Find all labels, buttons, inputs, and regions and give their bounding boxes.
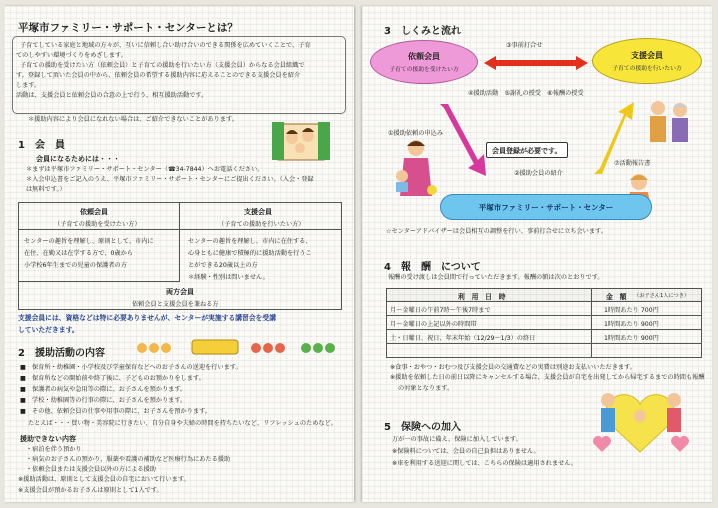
- hearts-family-illustration: [588, 386, 692, 456]
- supporter-member-oval: [592, 38, 702, 84]
- requester-member-oval: [370, 40, 478, 84]
- activity-item: ■ その他、依頼会員の仕事や用事の際に、お子さんを預かります。: [20, 408, 211, 415]
- right-page: [362, 6, 712, 502]
- center-banner: [440, 194, 652, 220]
- fee-amount: 1時間あたり 900円: [604, 321, 659, 328]
- flow-step-2: ②援助会員の紹介: [514, 170, 563, 177]
- requester-desc: 小学校6年生までの児童の保護者の方: [24, 262, 127, 269]
- supporter-subheading: （子育ての援助を行いたい方）: [218, 221, 305, 228]
- meeting-double-arrow: [484, 56, 588, 70]
- section-4-heading: 4 報 酬 について: [384, 262, 481, 273]
- activity-item: ■ 保育所・幼稚園・小学校及び学童保育などへのお子さんの送迎を行います。: [20, 364, 242, 371]
- left-page: [4, 6, 354, 502]
- fee-time: 月～金曜日の午前7時～午後7時まで: [390, 307, 491, 314]
- intro-line: 子育てしている家庭と地域の方々が、互いに信頼し合い助け合いのできる関係を広めていくことで、子育: [20, 42, 311, 49]
- intro-note: ＊援助内容により会員になれない場合は、ご紹介できないことがあります。: [28, 116, 238, 123]
- family-window-illustration: [272, 116, 338, 162]
- intro-line: 子育ての援助を受けたい方（依頼会員）と子育ての援助を行いたい方（支援会員）からなる会員組織で: [20, 62, 305, 69]
- requester-label: 依頼会員: [408, 52, 440, 61]
- fee-col-note: （お子さん1人につき）: [634, 293, 690, 299]
- flow-step-4-5-6: ④援助活動 ⑤謝礼の授受 ⑥報酬の授受: [468, 90, 584, 97]
- activity-example: たとえば・・・買い物・美容院に行きたい、自分自身や夫婦の時間を持ちたいなど、リフレッシュのためなど。: [28, 420, 337, 427]
- membership-text: ＊入会申込書をご記入のうえ、平塚市ファミリー・サポート・センターにご提出ください。（入会・登録: [26, 176, 314, 183]
- supporter-note: していただきます。: [18, 326, 79, 334]
- supporter-note: 支援会員には、資格などは特に必要ありませんが、センターが実施する講習会を受講: [18, 314, 277, 322]
- activity-item: ■ 保護者の病気や急用等の際に、お子さんを預かります。: [20, 386, 187, 393]
- supporter-heading: 支援会員: [244, 208, 272, 216]
- page-title: 平塚市ファミリー・サポート・センターとは？: [18, 22, 238, 34]
- fee-note: ※援助を依頼した日の前日以降にキャンセルする場合、支援会員が自宅を出発してから帰宅するまでの時間も報酬: [390, 374, 705, 381]
- fee-col-header: 金 額: [606, 293, 627, 301]
- supporter-desc: とができる20歳以上の方: [188, 262, 258, 269]
- intro-line: します。: [16, 82, 41, 89]
- supporter-desc: センターの趣旨を理解し、市内に在住する、: [188, 238, 312, 245]
- advisor-note: ☆センターアドバイザーは会員相互の調整を行い、事前打合せに立ち会います。: [386, 228, 607, 235]
- requester-desc: センターの趣旨を理解し、原則として、市内に: [24, 238, 154, 245]
- center-label: 平塚市ファミリー・サポート・センター: [478, 202, 614, 212]
- mother-child-illustration: [392, 136, 442, 200]
- requester-desc: 在住、在勤又は在学する方で、0歳から: [24, 250, 133, 257]
- fee-note: の対象となります。: [398, 385, 454, 392]
- membership-subheading: 会員になるためには・・・: [36, 155, 120, 163]
- membership-text: は無料です。）: [26, 186, 66, 193]
- section-2-heading: 2 援助活動の内容: [18, 348, 105, 359]
- section-3-heading: 3 しくみと流れ: [384, 26, 461, 37]
- intro-line: す。登録して頂いた会員の中から、依頼会員の希望する援助内容に応えることのできる支援会員を紹介: [16, 72, 301, 79]
- fee-time: 月～金曜日の上記以外の時間帯: [390, 321, 477, 328]
- fee-col-header: 利 用 日 時: [458, 293, 506, 301]
- fee-amount: 1時間あたり 700円: [604, 307, 659, 314]
- activity-item: ■ 学校・幼稚園等の行事の際に、お子さんを預かります。: [20, 397, 187, 404]
- membership-text: ＊まずは平塚市ファミリー・サポート・センター（☎34-7844）へお電話ください。: [26, 166, 264, 173]
- footnote: ※支援会員が預かるお子さんは原則として1人です。: [18, 487, 163, 494]
- supporter-label: 支援会員: [631, 51, 663, 60]
- flow-step-3: ③事前打合せ: [506, 42, 543, 49]
- not-allowed-item: ・宿泊を伴う預かり: [26, 446, 82, 453]
- not-allowed-item: ・依頼会員または支援会員以外の方による援助: [26, 466, 156, 473]
- fee-intro: 報酬の受け渡しは会員間で行っていただきます。報酬の額は次のとおりです。: [388, 274, 604, 281]
- children-bus-illustration: [136, 338, 346, 358]
- requester-heading: 依頼会員: [80, 208, 108, 216]
- fee-time: 土・日曜日、祝日、年末年始（12/29～1/3）の終日: [390, 335, 536, 342]
- requester-sublabel: 子育ての援助を受けたい方: [389, 67, 459, 73]
- supporter-desc: 心身ともに健康で積極的に援助活動を行うこ: [188, 250, 312, 257]
- insurance-text: ※車を利用する送迎に関しては、こちらの保険は適用されません。: [392, 460, 577, 467]
- flow-step-1: ①援助依頼の申込み: [388, 130, 444, 137]
- both-desc: 依頼会員と支援会員を兼ねる方: [132, 301, 219, 308]
- supporter-sublabel: 子育ての援助を行いたい方: [612, 66, 682, 72]
- flow-step-7: ⑦活動報告書: [614, 160, 651, 167]
- section-1-heading: 1 会 員: [18, 140, 65, 151]
- insurance-text: 万が一の事故に備え、保険に加入しています。: [392, 436, 522, 443]
- insurance-text: ※保険料については、会員の自己負担はありません。: [392, 448, 540, 455]
- intro-line: 活動は、支援会員と依頼会員の合意の上で行う、相互援助活動です。: [16, 92, 208, 99]
- supporter-desc: ＊経験・性別は問いません。: [188, 274, 269, 281]
- registration-notice-text: 会員登録が必要です。: [492, 147, 562, 155]
- supporter-illustration: [640, 98, 700, 148]
- footnote: ※援助活動は、原則として支援会員の自宅において行います。: [18, 476, 190, 483]
- not-allowed-heading: 援助できない内容: [20, 435, 76, 443]
- activity-item: ■ 保育所などの開始前や終了後に、子どものお預かりをします。: [20, 375, 205, 382]
- both-heading: 両方会員: [166, 288, 194, 296]
- fee-note: ※食事・おやつ・おむつ及び支援会員の交通費などの実費は別途お支払いいただきます。: [390, 364, 636, 371]
- intro-line: てのしやすい環境づくりをめざします。: [16, 52, 127, 59]
- section-5-heading: 5 保険への加入: [384, 422, 461, 433]
- request-arrow: [440, 104, 486, 176]
- fee-amount: 1時間あたり 900円: [604, 335, 659, 342]
- not-allowed-item: ・病気のお子さんの預かり、服薬や看護の補助など医療行為にあたる援助: [26, 456, 231, 463]
- requester-subheading: （子育ての援助を受けたい方）: [54, 221, 141, 228]
